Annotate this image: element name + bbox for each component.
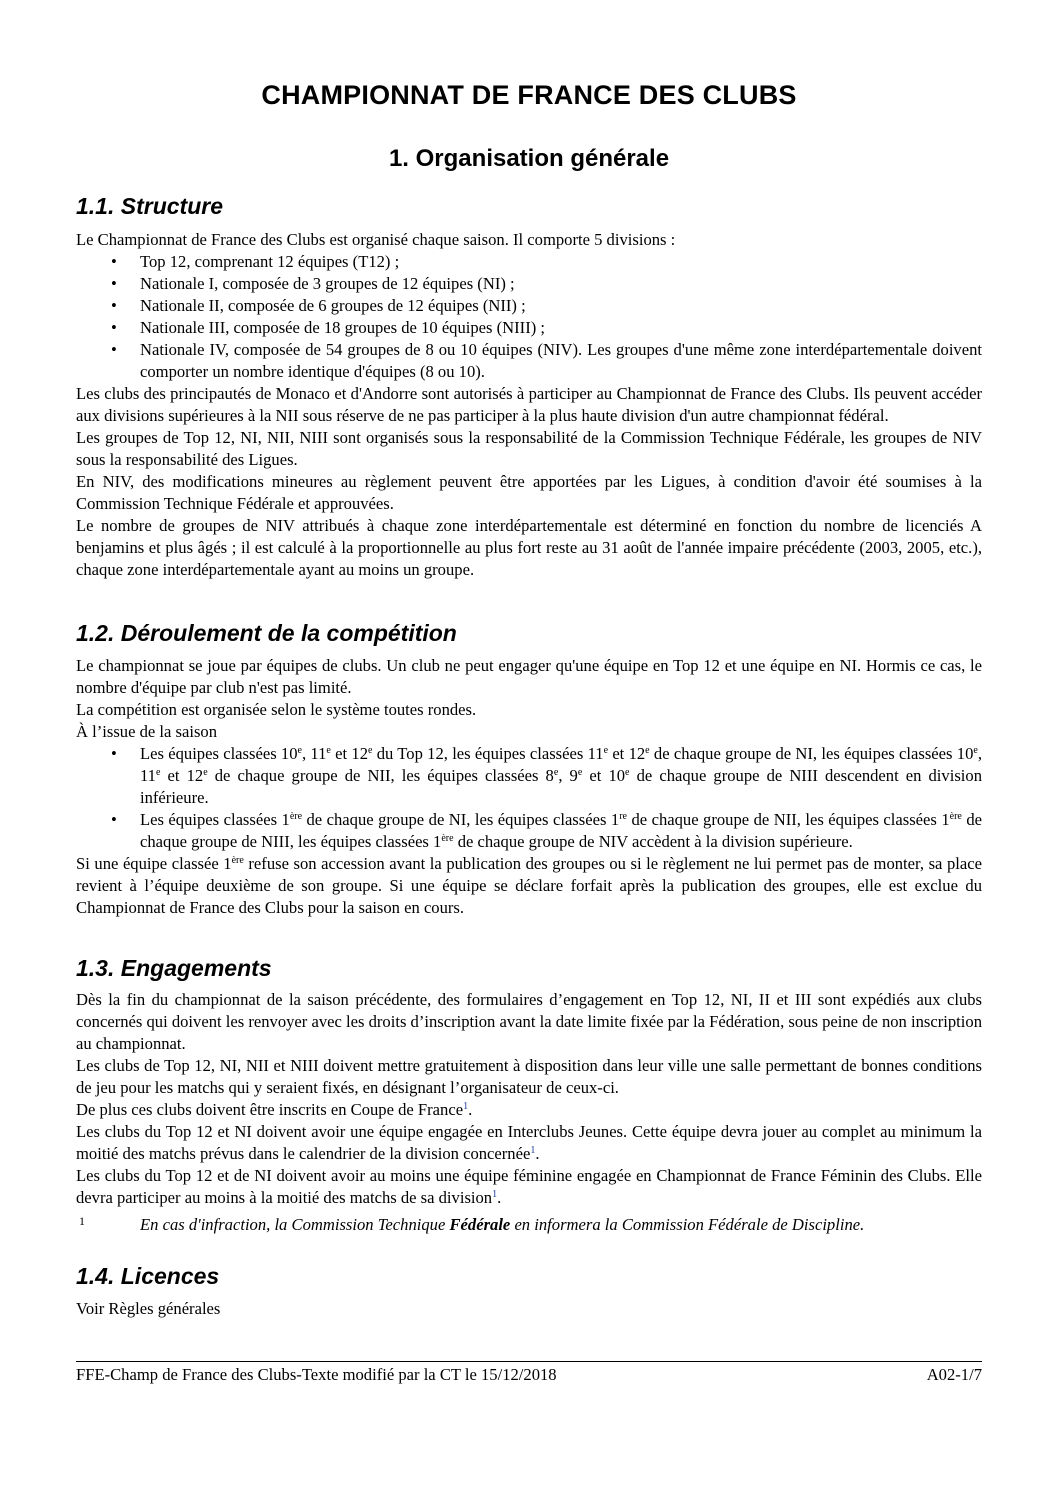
section-heading-engagements: 1.3. Engagements <box>76 955 272 981</box>
section-heading-licences: 1.4. Licences <box>76 1263 220 1289</box>
section-engagements-body <box>76 989 982 1209</box>
paragraph: Les clubs du Top 12 et de NI doivent avoir au moins une équipe féminine engagée en Championnat de France Féminin des Clubs. Elle devra participer au moins à la moitié des matchs de sa division$^1$. <box>76 1166 982 1207</box>
list-item: • Nationale II, composée de 6 groupes de 12 équipes (NII) ; <box>111 296 526 315</box>
list-item: • Nationale III, composée de 18 groupes de 10 équipes (NIII) ; <box>111 318 546 337</box>
chapter-title: 1. Organisation générale <box>388 145 670 172</box>
document-title: CHAMPIONNAT DE FRANCE DES CLUBS <box>261 80 797 110</box>
bullet-icon: • <box>111 810 117 829</box>
section-structure-body <box>76 229 982 581</box>
paragraph: Les clubs des principautés de Monaco et d'Andorre sont autorisés à participer au Championnat de France des Clubs. Ils peuvent accéder aux divisions supérieures à la NII sous réserve de ne pas participer à la plus haute division d'un autre championnat fédéral. <box>76 384 982 425</box>
bullet-icon: • <box>111 274 117 293</box>
paragraph: Dès la fin du championnat de la saison précédente, des formulaires d’engagement en Top 12, NI, II et III sont expédiés aux clubs concernés qui doivent les renvoyer avec les droits d’inscription avant la date limite fixée par la Fédération, sous peine de non inscription au championnat. <box>76 990 982 1053</box>
paragraph: Les groupes de Top 12, NI, NII, NIII sont organisés sous la responsabilité de la Commission Technique Fédérale, les groupes de NIV sous la responsabilité des Ligues. <box>76 428 982 469</box>
bullet-icon: • <box>111 744 117 763</box>
section-deroulement-body <box>76 655 982 919</box>
footer-divider <box>76 1361 982 1362</box>
section-heading-structure: 1.1. Structure <box>76 193 223 219</box>
section-heading-deroulement: 1.2. Déroulement de la compétition <box>76 620 457 646</box>
footnote-reference[interactable]: 1 <box>492 1189 498 1200</box>
list-item: • Les équipes classées 10e, 11e et 12e du Top 12, les équipes classées 11e et 12e de chaque groupe de NI, les équipes classées 10e, 11e et 12e de chaque groupe de NII, les équipes classées 8e, 9e et 10e de chaque groupe de NIII descendent en division inférieure. <box>111 744 982 807</box>
paragraph: Si une équipe classée 1ère refuse son accession avant la publication des groupes ou si le règlement ne lui permet pas de monter, sa place revient à l’équipe deuxième de son groupe. Si une équipe se déclare forfait après la publication des groupes, elle est exclue du Championnat de France des Clubs pour la saison en cours. <box>76 854 982 917</box>
paragraph: Le Championnat de France des Clubs est organisé chaque saison. Il comporte 5 divisions : <box>76 230 676 249</box>
results-list <box>76 743 982 853</box>
page-number: A02-1/7 <box>926 1365 982 1384</box>
list-item: • Les équipes classées 1ère de chaque groupe de NI, les équipes classées 1re de chaque groupe de NII, les équipes classées 1ère de chaque groupe de NIII, les équipes classées 1ère de chaque groupe de NIV accèdent à la division supérieure. <box>111 810 982 851</box>
paragraph: La compétition est organisée selon le système toutes rondes. <box>76 700 477 719</box>
paragraph: Voir Règles générales <box>76 1299 221 1318</box>
footnote-reference[interactable]: 1 <box>463 1101 469 1112</box>
bullet-icon: • <box>111 296 117 315</box>
page-footer <box>76 1364 982 1386</box>
paragraph: À l’issue de la saison <box>76 722 218 741</box>
divisions-list <box>76 251 982 383</box>
footnote-mark: 1 <box>79 1214 85 1228</box>
bullet-icon: • <box>111 252 117 271</box>
paragraph: Les clubs de Top 12, NI, NII et NIII doivent mettre gratuitement à disposition dans leur ville une salle permettant de bonnes conditions de jeu pour les matchs qui y seraient fixés, en désignant l’organisateur de ceux-ci. <box>76 1056 982 1097</box>
footnote-text: En cas d'infraction, la Commission Technique Fédérale en informera la Commission Fédérale de Discipline. <box>140 1215 865 1234</box>
paragraph: En NIV, des modifications mineures au règlement peuvent être apportées par les Ligues, à condition d'avoir été soumises à la Commission Technique Fédérale et approuvées. <box>76 472 982 513</box>
footnote <box>76 1214 982 1236</box>
paragraph: De plus ces clubs doivent être inscrits en Coupe de France$^1$. <box>76 1100 473 1119</box>
bullet-icon: • <box>111 340 117 359</box>
paragraph: Les clubs du Top 12 et NI doivent avoir une équipe engagée en Interclubs Jeunes. Cette équipe devra jouer au complet au minimum la moitié des matchs prévus dans le calendrier de la division concernée$^1$. <box>76 1122 982 1163</box>
list-item: • Nationale I, composée de 3 groupes de 12 équipes (NI) ; <box>111 274 515 293</box>
paragraph: Le nombre de groupes de NIV attribués à chaque zone interdépartementale est déterminé en fonction du nombre de licenciés A benjamins et plus âgés ; il est calculé à la proportionnelle au plus fort reste au 31 août de l'année impaire précédente (2003, 2005, etc.), chaque zone interdépartementale ayant au moins un groupe. <box>76 516 982 579</box>
footer-left-text: FFE-Champ de France des Clubs-Texte modifié par la CT le 15/12/2018 <box>76 1365 557 1384</box>
footnote-reference[interactable]: 1 <box>530 1145 536 1156</box>
bullet-icon: • <box>111 318 117 337</box>
list-item: • Nationale IV, composée de 54 groupes de 8 ou 10 équipes (NIV). Les groupes d'une même zone interdépartementale doivent comporter un nombre identique d'équipes (8 ou 10). <box>111 340 982 381</box>
section-licences-body <box>76 1298 982 1320</box>
list-item: • Top 12, comprenant 12 équipes (T12) ; <box>111 252 400 271</box>
paragraph: Le championnat se joue par équipes de clubs. Un club ne peut engager qu'une équipe en Top 12 et une équipe en NI. Hormis ce cas, le nombre d'équipe par club n'est pas limité. <box>76 656 982 697</box>
